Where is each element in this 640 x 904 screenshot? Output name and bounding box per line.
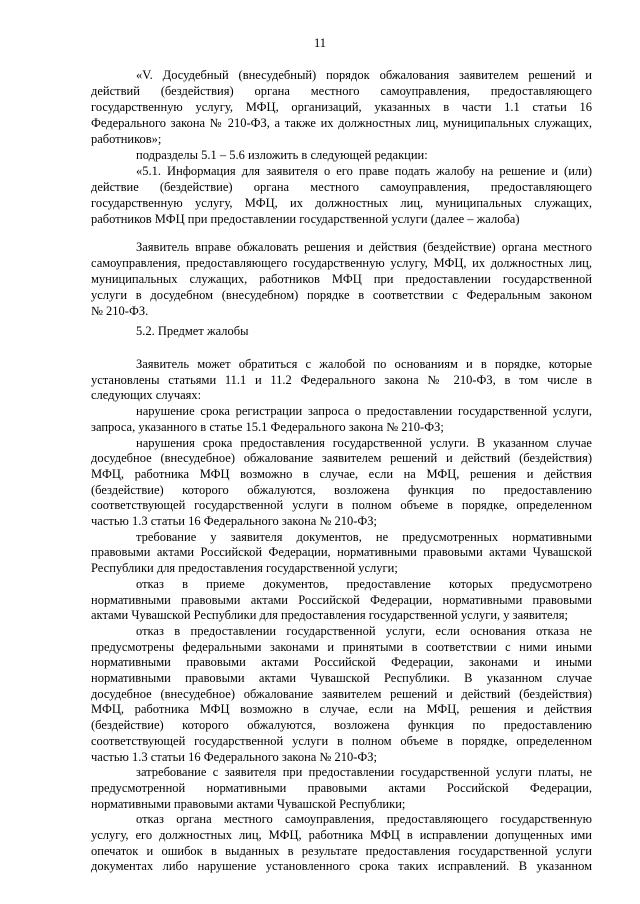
text-line: МФЦ, работника МФЦ возможно в случае, если на МФЦ, решения и действия bbox=[91, 702, 592, 716]
text-line: работников»; bbox=[91, 132, 162, 146]
text-line: «V. Досудебный (внесудебный) порядок обжалования заявителем решений и bbox=[136, 68, 592, 82]
text-line: нормативными правовыми актами Чувашской Республики; bbox=[91, 797, 406, 811]
text-line: правовыми актами Российской Федерации, нормативными правовыми актами Чувашской bbox=[91, 545, 592, 559]
text-line: (бездействие) которого обжалуются, возложена функция по предоставлению bbox=[91, 718, 592, 732]
text-line: следующих случаях: bbox=[91, 388, 202, 402]
text-line: отказ в приеме документов, предоставление которых предусмотрено bbox=[136, 577, 592, 591]
text-line: запроса, указанного в статье 15.1 Федерального закона № 210-ФЗ; bbox=[91, 420, 444, 434]
text-line: отказ в предоставлении государственной услуги, если основания отказа не bbox=[136, 624, 592, 638]
page-number: 11 bbox=[313, 36, 327, 50]
text-line: действие (бездействие) органа местного самоуправления, предоставляющего bbox=[91, 180, 592, 194]
text-line: МФЦ, работника МФЦ возможно в случае, если на МФЦ, решения и действия bbox=[91, 467, 592, 481]
text-line: Федерального закона № 210-ФЗ, а также их должностных лиц, муниципальных служащих, bbox=[91, 116, 592, 130]
text-line: соответствующей государственной услуги в полном объеме в порядке, определенном bbox=[91, 734, 592, 748]
text-line: опечаток и ошибок в выданных в результате предоставления государственной услуги bbox=[91, 844, 592, 858]
text-line: предусмотренной нормативными правовыми актами Российской Федерации, bbox=[91, 781, 592, 795]
text-line: Заявитель вправе обжаловать решения и действия (бездействие) органа местного bbox=[136, 240, 592, 254]
text-line: подразделы 5.1 – 5.6 изложить в следующей редакции: bbox=[136, 148, 428, 162]
text-line: нормативными правовыми актами Российской Федерации, нормативными правовыми bbox=[91, 593, 592, 607]
text-line: затребование с заявителя при предоставлении государственной услуги платы, не bbox=[136, 765, 592, 779]
text-line: досудебное (внесудебное) обжалование заявителем решений и действий (бездействия) bbox=[91, 451, 592, 465]
text-line: действий (бездействия) органа местного самоуправления, предоставляющего bbox=[91, 84, 592, 98]
text-line: услугу, его должностных лиц, МФЦ, работника МФЦ в исправлении допущенных ими bbox=[91, 828, 592, 842]
text-line: соответствующей государственной услуги в полном объеме в порядке, определенном bbox=[91, 498, 592, 512]
text-line: нормативными правовыми актами Российской Федерации, законами и иными bbox=[91, 655, 592, 669]
text-line: «5.1. Информация для заявителя о его праве подать жалобу на решение и (или) bbox=[136, 164, 592, 178]
text-line: муниципальных служащих, работников МФЦ при предоставлении государственной bbox=[91, 272, 592, 286]
text-line: документах либо нарушение установленного срока таких исправлений. В указанном bbox=[91, 859, 592, 873]
text-line: государственную услугу, МФЦ, организаций, указанных в части 1.1 статьи 16 bbox=[91, 100, 592, 114]
text-line: нормативными правовыми актами Чувашской Республики. В указанном случае bbox=[91, 671, 592, 685]
text-line: отказ органа местного самоуправления, предоставляющего государственную bbox=[136, 812, 592, 826]
text-line: предусмотрены федеральными законами и принятыми в соответствии с ними иными bbox=[91, 640, 592, 654]
text-line: досудебное (внесудебное) обжалование заявителем решений и действий (бездействия) bbox=[91, 687, 592, 701]
text-line: частью 1.3 статьи 16 Федерального закона № 210-ФЗ; bbox=[91, 750, 378, 764]
text-line: работников МФЦ при предоставлении государственной услуги (далее – жалоба) bbox=[91, 212, 520, 226]
text-line: требование у заявителя документов, не предусмотренных нормативными bbox=[136, 530, 592, 544]
text-line: Заявитель может обратиться с жалобой по основаниям и в порядке, которые bbox=[136, 357, 592, 371]
text-line: установлены статьями 11.1 и 11.2 Федерального закона № 210-ФЗ, в том числе в bbox=[91, 373, 592, 387]
text-line: 5.2. Предмет жалобы bbox=[136, 324, 249, 338]
text-line: нарушения срока предоставления государственной услуги. В указанном случае bbox=[136, 436, 592, 450]
text-line: государственную услугу, МФЦ, их должностных лиц, муниципальных служащих, bbox=[91, 196, 592, 210]
text-line: № 210-ФЗ. bbox=[91, 304, 149, 318]
text-line: услуги в досудебном (внесудебном) порядке в соответствии с Федеральным законом bbox=[91, 288, 592, 302]
text-line: Республики для предоставления государственной услуги; bbox=[91, 561, 398, 575]
text-line: нарушение срока регистрации запроса о предоставлении государственной услуги, bbox=[136, 404, 592, 418]
text-line: (бездействие) которого обжалуются, возложена функция по предоставлению bbox=[91, 483, 592, 497]
text-line: актами Чувашской Республики для предоставления государственной услуги, у заявителя; bbox=[91, 608, 568, 622]
text-line: самоуправления, предоставляющего государственную услугу, МФЦ, их должностных лиц, bbox=[91, 256, 592, 270]
text-line: частью 1.3 статьи 16 Федерального закона № 210-ФЗ; bbox=[91, 514, 378, 528]
